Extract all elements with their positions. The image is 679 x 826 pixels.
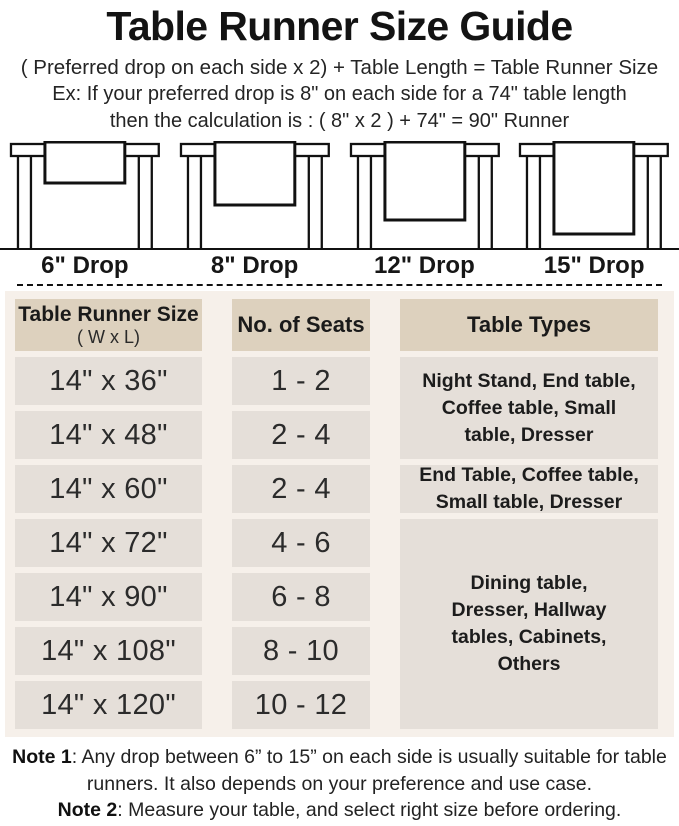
col-header-table-types: [400, 299, 658, 351]
col-header-runner-size-title: Table Runner Size: [18, 303, 199, 326]
table-drop-figure-12in: [340, 141, 510, 248]
note-2-label: Note 2: [57, 799, 118, 821]
note-2-text: : Measure your table, and select right size before ordering.: [117, 799, 622, 821]
runner-size-cell: [15, 465, 202, 513]
runner-size-cell: [15, 357, 202, 405]
col-header-table-types-label: Table Types: [467, 312, 591, 337]
table-runner-icon: [0, 141, 170, 248]
col-header-seats: [232, 299, 370, 351]
drop-labels-row: [0, 250, 679, 284]
seats-value: 1 - 2: [271, 364, 331, 397]
runner-size-value: 14" x 120": [41, 688, 176, 721]
seats-value: 2 - 4: [271, 418, 331, 451]
seats-cell: [232, 519, 370, 567]
seats-cell: [232, 627, 370, 675]
runner-size-value: 14" x 72": [49, 526, 168, 559]
page-title: Table Runner Size Guide: [106, 3, 573, 49]
table-runner-icon: [340, 141, 510, 248]
size-guide-table: [5, 291, 674, 737]
table-types-cell-small-tables: [400, 357, 658, 459]
seats-value: 4 - 6: [271, 526, 331, 559]
seats-cell: [232, 681, 370, 729]
runner-size-value: 14" x 48": [49, 418, 168, 451]
seats-value: 2 - 4: [271, 472, 331, 505]
drop-label-8in: 8" Drop: [210, 252, 299, 279]
table-runner-icon: [170, 141, 340, 248]
runner-size-value: 14" x 108": [41, 634, 176, 667]
runner-size-value: 14" x 36": [49, 364, 168, 397]
table-types-cell-large-tables: [400, 519, 658, 729]
table-types-text: End Table, Coffee table, Small table, Dresser: [419, 464, 639, 513]
table-drop-figure-6in: [0, 141, 170, 248]
dashed-divider: [17, 284, 662, 286]
drop-illustrations-row: [0, 141, 679, 250]
seats-cell: [232, 411, 370, 459]
example-line-1: Ex: If your preferred drop is 8" on each side for a 74" table length: [52, 83, 627, 105]
notes-section: [0, 744, 679, 824]
col-header-runner-size: [15, 299, 202, 351]
seats-cell: [232, 573, 370, 621]
seats-value: 8 - 10: [263, 634, 339, 667]
runner-size-cell: [15, 573, 202, 621]
note-1: [9, 744, 671, 797]
col-header-seats-label: No. of Seats: [237, 312, 365, 337]
table-drop-figure-8in: [170, 141, 340, 248]
runner-size-value: 14" x 60": [49, 472, 168, 505]
runner-size-cell: [15, 627, 202, 675]
table-types-text: Dining table, Dresser, Hallway tables, Cabinets, Others: [451, 572, 607, 675]
drop-label-15in: 15" Drop: [543, 252, 645, 279]
seats-value: 10 - 12: [254, 688, 348, 721]
seats-value: 6 - 8: [271, 580, 331, 613]
example-line-2: then the calculation is : ( 8" x 2 ) + 74" = 90" Runner: [109, 110, 570, 132]
col-header-runner-size-sub: ( W x L): [77, 327, 140, 347]
table-drop-figure-15in: [509, 141, 679, 248]
runner-size-cell: [15, 411, 202, 459]
runner-size-value: 14" x 90": [49, 580, 168, 613]
runner-size-cell: [15, 519, 202, 567]
note-1-label: Note 1: [12, 746, 72, 768]
table-types-text: Night Stand, End table, Coffee table, Small table, Dresser: [422, 369, 636, 446]
seats-cell: [232, 357, 370, 405]
header-section: [0, 0, 679, 135]
drop-label-6in: 6" Drop: [41, 252, 129, 279]
table-runner-icon: [509, 141, 679, 248]
runner-size-cell: [15, 681, 202, 729]
table-types-cell-medium-tables: [400, 465, 658, 513]
drop-label-12in: 12" Drop: [374, 252, 475, 279]
note-1-text: : Any drop between 6” to 15” on each side is usually suitable for table runners. It also depends on your preference and use case.: [71, 746, 667, 795]
note-2: [9, 797, 671, 824]
seats-cell: [232, 465, 370, 513]
formula-text: ( Preferred drop on each side x 2) + Table Length = Table Runner Size: [20, 56, 659, 79]
